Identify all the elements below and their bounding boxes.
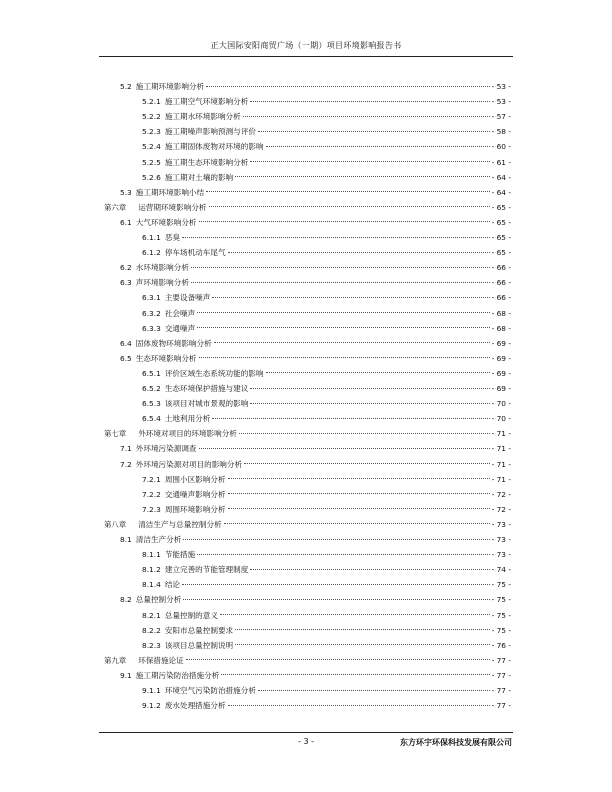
toc-dot-leader bbox=[212, 297, 489, 298]
toc-entry-page: - 72 - bbox=[491, 504, 511, 514]
toc-entry-title: 社会噪声 bbox=[164, 308, 196, 318]
toc-entry-title: 施工期噪声影响预测与评价 bbox=[164, 127, 256, 137]
toc-entry-title: 恶臭 bbox=[164, 233, 180, 242]
toc-chapter-entry[interactable] bbox=[104, 428, 511, 440]
toc-entry-page: - 69 - bbox=[491, 368, 511, 378]
toc-entry-title: 清洁生产与总量控制分析 bbox=[138, 519, 222, 529]
toc-dot-leader bbox=[182, 237, 490, 238]
toc-entry-page: - 64 - bbox=[491, 172, 511, 182]
toc-entry-number: 6.3 bbox=[120, 278, 132, 288]
toc-entry-title: 清洁生产分析 bbox=[135, 535, 182, 544]
toc-dot-leader bbox=[239, 433, 490, 434]
toc-entry-title: 施工期固体废物对环境的影响 bbox=[164, 142, 264, 152]
toc-entry[interactable] bbox=[142, 625, 511, 637]
toc-entry-number: 6.5.1 bbox=[142, 368, 161, 378]
toc-dot-leader bbox=[228, 252, 490, 253]
toc-entry-title: 土地利用分析 bbox=[164, 414, 211, 424]
toc-entry-title: 外环境污染源对项目的影响分析 bbox=[135, 459, 243, 469]
toc-entry-number: 8.1 bbox=[120, 535, 132, 544]
toc-entry-title: 建立完善的节能管理制度 bbox=[164, 565, 249, 575]
toc-entry-number: 7.2 bbox=[120, 459, 132, 469]
toc-entry-page: - 72 - bbox=[491, 489, 511, 499]
toc-entry-page: - 76 - bbox=[491, 640, 511, 650]
toc-dot-leader bbox=[250, 101, 489, 102]
toc-entry-number: 8.2.3 bbox=[142, 640, 161, 650]
toc-entry-page: - 65 - bbox=[491, 233, 511, 242]
toc-dot-leader bbox=[244, 463, 489, 464]
toc-entry-number: 5.2.4 bbox=[142, 142, 161, 152]
toc-entry-number: 6.5.2 bbox=[142, 384, 161, 393]
toc-entry[interactable] bbox=[120, 443, 511, 455]
toc-dot-leader bbox=[228, 478, 490, 479]
toc-entry-page: - 66 - bbox=[491, 278, 511, 288]
toc-entry-title: 废水处理措施分析 bbox=[164, 701, 226, 711]
toc-entry-number: 9.1 bbox=[120, 670, 132, 680]
toc-entry[interactable] bbox=[142, 549, 511, 561]
toc-entry-number: 第七章 bbox=[104, 429, 127, 439]
toc-entry-title: 施工期生态环境影响分析 bbox=[164, 157, 249, 167]
toc-dot-leader bbox=[250, 569, 489, 570]
toc-entry[interactable] bbox=[142, 368, 511, 380]
toc-entry-page: - 61 - bbox=[491, 157, 511, 167]
toc-entry-title: 周围环境影响分析 bbox=[164, 504, 226, 514]
toc-entry-page: - 69 - bbox=[491, 384, 511, 393]
toc-entry-number: 5.2.1 bbox=[142, 97, 161, 107]
toc-entry[interactable] bbox=[142, 232, 511, 244]
toc-entry-number: 8.1.1 bbox=[142, 550, 161, 560]
toc-entry-number: 6.5.4 bbox=[142, 414, 161, 424]
toc-entry-page: - 53 - bbox=[491, 82, 511, 91]
toc-entry-page: - 64 - bbox=[491, 187, 511, 197]
toc-entry-title: 外环境污染源调查 bbox=[135, 444, 197, 454]
header-divider bbox=[99, 56, 513, 57]
toc-entry-page: - 60 - bbox=[491, 142, 511, 152]
toc-entry-page: - 71 - bbox=[491, 474, 511, 484]
toc-entry-page: - 75 - bbox=[491, 580, 511, 590]
toc-entry[interactable] bbox=[142, 111, 511, 123]
toc-entry-number: 7.2.3 bbox=[142, 504, 161, 514]
toc-entry-page: - 77 - bbox=[491, 701, 511, 711]
toc-entry-page: - 73 - bbox=[491, 519, 511, 529]
toc-entry-number: 8.2 bbox=[120, 595, 132, 605]
toc-entry-page: - 65 - bbox=[491, 202, 511, 212]
toc-entry-title: 施工期环境影响分析 bbox=[135, 82, 205, 91]
toc-entry[interactable] bbox=[120, 217, 511, 229]
toc-entry[interactable] bbox=[120, 187, 511, 199]
toc-entry[interactable] bbox=[142, 141, 511, 153]
toc-entry-title: 该项目对城市景观的影响 bbox=[164, 399, 249, 409]
toc-entry-number: 5.2 bbox=[120, 82, 132, 91]
toc-dot-leader bbox=[243, 116, 490, 117]
toc-entry[interactable] bbox=[142, 126, 511, 138]
toc-entry[interactable] bbox=[142, 292, 511, 304]
toc-entry[interactable] bbox=[120, 353, 511, 365]
toc-dot-leader bbox=[199, 221, 490, 222]
toc-entry-number: 6.2 bbox=[120, 263, 132, 273]
toc-entry-number: 6.1 bbox=[120, 217, 132, 227]
toc-entry-number: 5.2.5 bbox=[142, 157, 161, 167]
toc-dot-leader bbox=[183, 539, 489, 540]
toc-entry[interactable] bbox=[120, 670, 511, 682]
toc-entry-title: 外环境对项目的环境影响分析 bbox=[138, 429, 237, 439]
toc-entry[interactable] bbox=[142, 564, 511, 576]
toc-entry[interactable] bbox=[142, 157, 511, 169]
toc-entry-number: 6.3.1 bbox=[142, 293, 161, 303]
toc-entry-title: 施工期污染防治措施分析 bbox=[135, 670, 220, 680]
toc-entry[interactable] bbox=[142, 489, 511, 501]
toc-entry-page: - 71 - bbox=[491, 429, 511, 439]
toc-entry[interactable] bbox=[142, 308, 511, 320]
toc-dot-leader bbox=[197, 312, 489, 313]
toc-dot-leader bbox=[220, 614, 490, 615]
footer-page-number: - 3 - bbox=[298, 737, 314, 746]
toc-dot-leader bbox=[235, 629, 489, 630]
toc-dot-leader bbox=[224, 523, 490, 524]
toc-entry-title: 环保措施论证 bbox=[138, 655, 184, 665]
toc-entry[interactable] bbox=[142, 172, 511, 184]
toc-entry-page: - 77 - bbox=[491, 655, 511, 665]
toc-entry[interactable] bbox=[142, 640, 511, 652]
toc-entry-page: - 69 - bbox=[491, 353, 511, 363]
toc-entry-title: 环境空气污染防治措施分析 bbox=[164, 686, 256, 695]
toc-entry[interactable] bbox=[120, 81, 511, 93]
toc-entry-number: 7.1 bbox=[120, 444, 132, 454]
toc-dot-leader bbox=[206, 86, 489, 87]
toc-chapter-entry[interactable] bbox=[104, 202, 511, 214]
toc-entry-number: 6.5.3 bbox=[142, 399, 161, 409]
toc-entry-title: 运营期环境影响分析 bbox=[138, 202, 207, 212]
toc-entry-page: - 53 - bbox=[491, 97, 511, 107]
toc-entry-title: 声环境影响分析 bbox=[135, 278, 189, 288]
toc-entry-page: - 68 - bbox=[491, 308, 511, 318]
toc-dot-leader bbox=[235, 644, 489, 645]
toc-entry-page: - 70 - bbox=[491, 399, 511, 409]
toc-entry-title: 生态环境保护措施与建议 bbox=[164, 384, 249, 393]
toc-entry-title: 周围小区影响分析 bbox=[164, 474, 226, 484]
toc-entry-page: - 65 - bbox=[491, 248, 511, 258]
toc-entry-page: - 58 - bbox=[491, 127, 511, 137]
toc-entry-number: 6.3.2 bbox=[142, 308, 161, 318]
toc-entry-title: 结论 bbox=[164, 580, 180, 590]
toc-entry-title: 该项目总量控制说明 bbox=[164, 640, 234, 650]
toc-entry-number: 第六章 bbox=[104, 202, 127, 212]
toc-entry-number: 8.1.2 bbox=[142, 565, 161, 575]
toc-entry[interactable] bbox=[142, 474, 511, 486]
toc-dot-leader bbox=[182, 584, 490, 585]
toc-dot-leader bbox=[258, 131, 490, 132]
toc-entry-number: 6.3.3 bbox=[142, 323, 161, 333]
toc-dot-leader bbox=[199, 448, 490, 449]
toc-entry-number: 6.1.1 bbox=[142, 233, 161, 242]
toc-entry[interactable] bbox=[142, 383, 511, 395]
toc-entry-number: 8.1.4 bbox=[142, 580, 161, 590]
toc-entry-number: 8.2.1 bbox=[142, 610, 161, 620]
toc-dot-leader bbox=[197, 554, 489, 555]
toc-dot-leader bbox=[199, 357, 490, 358]
toc-entry[interactable] bbox=[142, 610, 511, 622]
toc-entry-title: 停车场机动车尾气 bbox=[164, 248, 226, 258]
toc-dot-leader bbox=[186, 659, 490, 660]
toc-entry-page: - 68 - bbox=[491, 323, 511, 333]
toc-dot-leader bbox=[228, 705, 490, 706]
toc-entry-title: 施工期水环境影响分析 bbox=[164, 112, 241, 122]
toc-entry-title: 施工期对土壤的影响 bbox=[164, 172, 234, 182]
toc-entry-page: - 57 - bbox=[491, 112, 511, 122]
toc-entry-title: 施工期空气环境影响分析 bbox=[164, 97, 249, 107]
page-header-title: 正大国际安阳商贸广场（一期）项目环境影响报告书 bbox=[210, 41, 402, 50]
toc-entry-title: 节能措施 bbox=[164, 550, 196, 560]
toc-entry-title: 主要设备噪声 bbox=[164, 293, 211, 303]
toc-entry[interactable] bbox=[142, 247, 511, 259]
toc-entry-page: - 65 - bbox=[491, 217, 511, 227]
toc-entry-title: 总量控制分析 bbox=[135, 595, 182, 605]
toc-entry-title: 交通噪声 bbox=[164, 323, 196, 333]
toc-entry-title: 安阳市总量控制要求 bbox=[164, 625, 234, 635]
toc-entry-number: 6.4 bbox=[120, 338, 132, 348]
toc-dot-leader bbox=[206, 191, 489, 192]
toc-entry-page: - 71 - bbox=[491, 459, 511, 469]
toc-entry[interactable] bbox=[120, 277, 511, 289]
toc-entry[interactable] bbox=[120, 338, 511, 350]
toc-dot-leader bbox=[266, 372, 490, 373]
toc-entry-page: - 77 - bbox=[491, 670, 511, 680]
toc-entry-title: 总量控制的意义 bbox=[164, 610, 218, 620]
toc-chapter-entry[interactable] bbox=[104, 655, 511, 667]
toc-entry-page: - 73 - bbox=[491, 550, 511, 560]
toc-dot-leader bbox=[209, 206, 490, 207]
toc-entry-number: 第八章 bbox=[104, 519, 127, 529]
toc-dot-leader bbox=[250, 388, 489, 389]
toc-entry-number: 5.3 bbox=[120, 187, 132, 197]
toc-dot-leader bbox=[212, 418, 489, 419]
toc-entry-number: 5.2.6 bbox=[142, 172, 161, 182]
toc-entry[interactable] bbox=[120, 534, 511, 546]
toc-entry-page: - 73 - bbox=[491, 535, 511, 544]
toc-entry[interactable] bbox=[142, 685, 511, 697]
toc-dot-leader bbox=[214, 342, 490, 343]
toc-entry-title: 施工期环境影响小结 bbox=[135, 187, 205, 197]
toc-entry-number: 第九章 bbox=[104, 655, 127, 665]
footer-divider bbox=[99, 732, 513, 733]
toc-dot-leader bbox=[266, 146, 490, 147]
toc-entry-number: 6.1.2 bbox=[142, 248, 161, 258]
footer-company-name: 东方环宇环保科技发展有限公司 bbox=[400, 738, 512, 747]
toc-entry-title: 交通噪声影响分析 bbox=[164, 489, 226, 499]
toc-entry-title: 固体废物环境影响分析 bbox=[135, 338, 212, 348]
toc-dot-leader bbox=[228, 508, 490, 509]
toc-entry-number: 8.2.2 bbox=[142, 625, 161, 635]
toc-entry-number: 7.2.1 bbox=[142, 474, 161, 484]
toc-dot-leader bbox=[250, 403, 489, 404]
toc-entry-title: 生态环境影响分析 bbox=[135, 353, 197, 363]
toc-dot-leader bbox=[191, 267, 490, 268]
toc-entry-page: - 66 - bbox=[491, 263, 511, 273]
toc-entry-title: 大气环境影响分析 bbox=[135, 217, 197, 227]
toc-entry-page: - 71 - bbox=[491, 444, 511, 454]
toc-entry[interactable] bbox=[120, 262, 511, 274]
toc-entry-page: - 69 - bbox=[491, 338, 511, 348]
toc-chapter-entry[interactable] bbox=[104, 519, 511, 531]
toc-entry-page: - 75 - bbox=[491, 595, 511, 605]
toc-entry-title: 评价区域生态系统功能的影响 bbox=[164, 368, 264, 378]
toc-entry[interactable] bbox=[142, 96, 511, 108]
toc-entry[interactable] bbox=[142, 323, 511, 335]
toc-entry[interactable] bbox=[142, 700, 511, 712]
toc-entry[interactable] bbox=[142, 504, 511, 516]
toc-entry-number: 5.2.3 bbox=[142, 127, 161, 137]
toc-entry-number: 9.1.1 bbox=[142, 686, 161, 695]
toc-entry-number: 9.1.2 bbox=[142, 701, 161, 711]
toc-entry-title: 水环境影响分析 bbox=[135, 263, 189, 273]
toc-entry[interactable] bbox=[142, 579, 511, 591]
toc-dot-leader bbox=[235, 176, 489, 177]
toc-dot-leader bbox=[228, 493, 490, 494]
toc-dot-leader bbox=[258, 690, 490, 691]
toc-dot-leader bbox=[250, 161, 489, 162]
toc-entry-page: - 77 - bbox=[491, 686, 511, 695]
toc-entry-page: - 75 - bbox=[491, 610, 511, 620]
toc-dot-leader bbox=[191, 282, 490, 283]
toc-entry-number: 7.2.2 bbox=[142, 489, 161, 499]
toc-entry[interactable] bbox=[120, 459, 511, 471]
toc-entry-page: - 74 - bbox=[491, 565, 511, 575]
toc-dot-leader bbox=[183, 599, 489, 600]
toc-entry-page: - 70 - bbox=[491, 414, 511, 424]
toc-entry[interactable] bbox=[142, 413, 511, 425]
toc-entry-number: 5.2.2 bbox=[142, 112, 161, 122]
toc-dot-leader bbox=[197, 327, 489, 328]
toc-dot-leader bbox=[221, 674, 489, 675]
toc-entry-page: - 75 - bbox=[491, 625, 511, 635]
toc-entry[interactable] bbox=[120, 594, 511, 606]
toc-entry-number: 6.5 bbox=[120, 353, 132, 363]
toc-entry[interactable] bbox=[142, 398, 511, 410]
toc-entry-page: - 66 - bbox=[491, 293, 511, 303]
